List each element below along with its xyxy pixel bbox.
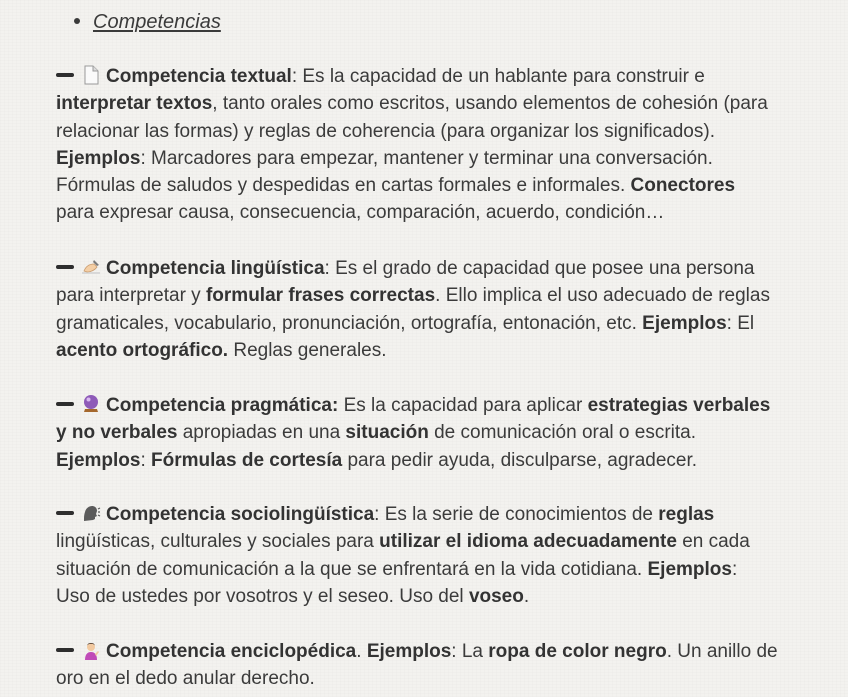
dash-icon — [56, 73, 74, 77]
bold-text: utilizar el idioma adecuadamente — [379, 531, 677, 553]
text-line — [56, 282, 808, 309]
section-competencia-enciclopedica — [56, 638, 808, 693]
text-line — [56, 447, 808, 474]
text-run: . — [356, 641, 367, 662]
bold-text: Ejemplos — [642, 312, 727, 334]
text-line — [56, 63, 808, 90]
text-run: Es la capacidad para aplicar — [338, 395, 588, 416]
text-line — [56, 145, 808, 172]
text-run: : — [731, 558, 738, 580]
text-run: : — [140, 449, 152, 471]
text-run: : La — [451, 641, 489, 662]
text-run: Uso de ustedes por vosotros y el seseo. Uso del — [56, 585, 469, 607]
section-competencia-sociolinguistica — [56, 501, 808, 610]
text-line — [56, 501, 808, 528]
text-line — [56, 392, 808, 419]
text-run: : Es el grado de capacidad que posee una persona — [324, 258, 755, 279]
text-run: . Un anillo de — [666, 641, 778, 662]
bold-text: Competencia enciclopédica — [106, 641, 357, 662]
text-run: para expresar causa, consecuencia, comparación, acuerdo, condición… — [56, 202, 665, 224]
bold-text: Competencia pragmática: — [106, 395, 339, 416]
text-line — [56, 118, 808, 145]
text-line — [56, 419, 808, 446]
text-run: : Es la capacidad de un hablante para construir e — [291, 66, 705, 87]
dash-icon — [56, 265, 74, 269]
person-tipping-hand-icon — [81, 640, 101, 660]
bold-text: Fórmulas de cortesía — [151, 449, 343, 471]
bold-text: Ejemplos — [647, 558, 732, 580]
text-run: en cada — [676, 531, 750, 553]
bold-text: situación — [345, 422, 429, 444]
text-run: de comunicación oral o escrita. — [428, 422, 697, 444]
section-competencia-textual — [56, 63, 808, 227]
text-line — [56, 583, 808, 610]
bold-text: voseo — [468, 585, 524, 607]
writing-hand-icon — [81, 257, 101, 277]
text-run: , tanto orales como escritos, usando elementos de cohesión (para — [212, 93, 768, 115]
bold-text: interpretar textos — [56, 93, 213, 115]
bold-text: Ejemplos — [56, 147, 141, 169]
bold-text: estrategias verbales — [587, 395, 771, 416]
crystal-ball-icon — [81, 394, 101, 414]
bold-text: ropa de color negro — [488, 641, 667, 662]
text-line — [56, 255, 808, 282]
text-run: Fórmulas de saludos y despedidas en cartas formales e informales. — [56, 175, 631, 197]
text-line — [56, 638, 808, 665]
text-line — [56, 337, 808, 364]
text-run: : Es la serie de conocimientos de — [374, 504, 659, 525]
text-run: Reglas generales. — [228, 339, 387, 361]
text-run: . — [523, 585, 530, 607]
page-icon — [81, 65, 101, 85]
text-run: situación de comunicación a la que se enfrentará en la vida cotidiana. — [56, 558, 648, 580]
text-line — [56, 90, 808, 117]
text-run: relacionar las formas) y reglas de coherencia (para organizar los significados). — [56, 120, 715, 142]
text-run: apropiadas en una — [177, 422, 346, 444]
bold-text: Competencia textual — [106, 66, 292, 87]
text-line — [56, 310, 808, 337]
bold-text: formular frases correctas — [205, 285, 436, 307]
bold-text: Competencia sociolingüística — [106, 504, 375, 525]
dash-icon — [56, 511, 74, 515]
section-competencia-linguistica — [56, 255, 808, 364]
text-run: gramaticales, vocabulario, pronunciación, ortografía, entonación, etc. — [56, 312, 643, 334]
text-run: : Marcadores para empezar, mantener y terminar una conversación. — [140, 147, 713, 169]
text-line — [56, 528, 808, 555]
text-line — [56, 556, 808, 583]
text-line — [56, 665, 808, 692]
text-run: lingüísticas, culturales y sociales para — [56, 531, 380, 553]
text-run: para pedir ayuda, disculparse, agradecer. — [342, 449, 698, 471]
bold-text: Competencia lingüística — [106, 258, 325, 279]
speaking-head-icon — [81, 503, 101, 523]
bold-text: Ejemplos — [366, 641, 452, 662]
section-competencia-pragmatica — [56, 392, 808, 474]
dash-icon — [56, 648, 74, 652]
bold-text: Conectores — [630, 175, 736, 197]
bullet-item-competencias — [74, 9, 221, 36]
bold-text: Ejemplos — [56, 449, 141, 471]
dash-icon — [56, 402, 74, 406]
bold-text: y no verbales — [56, 422, 178, 444]
text-line — [56, 199, 808, 226]
text-run: para interpretar y — [56, 285, 206, 307]
bold-text: reglas — [658, 504, 715, 525]
competencias-link[interactable]: Competencias — [93, 11, 221, 33]
text-run: oro en el dedo anular derecho. — [56, 668, 315, 690]
text-line — [56, 172, 808, 199]
text-run: . Ello implica el uso adecuado de reglas — [435, 285, 770, 307]
bold-text: acento ortográfico. — [56, 339, 229, 361]
text-run: : El — [726, 312, 755, 334]
bullet-dot — [74, 18, 80, 24]
